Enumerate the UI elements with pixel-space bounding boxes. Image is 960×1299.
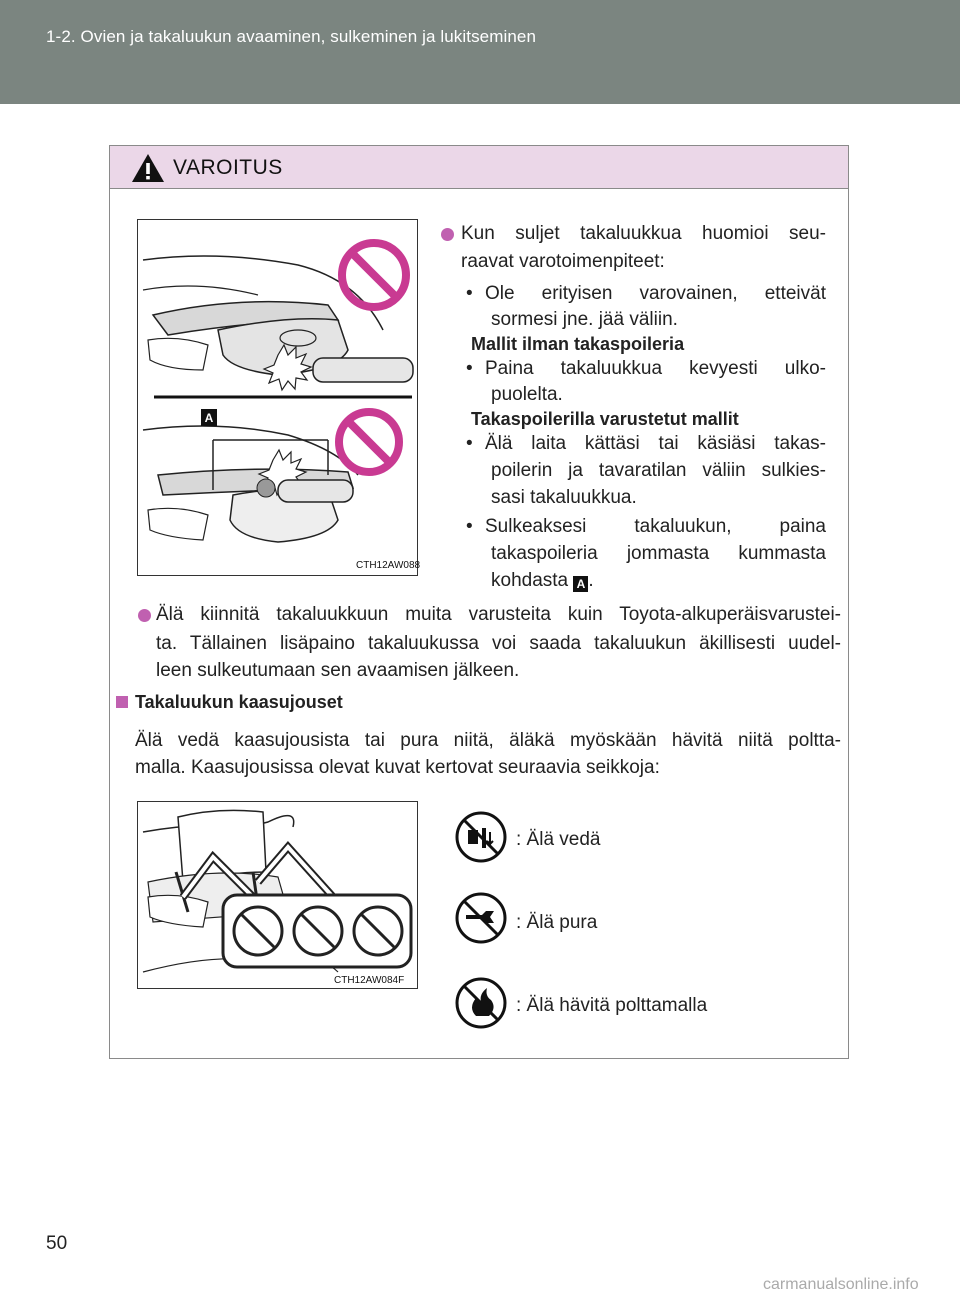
bullet2-line: ta. Tällainen lisäpaino takaluukussa voi saada takaluukun äkillisesti uudel- (156, 633, 841, 654)
list-bullet: • (466, 283, 473, 304)
symbol-label-no-disassemble: : Älä pura (516, 912, 598, 933)
warning-title: VAROITUS (173, 156, 283, 179)
watermark: carmanualsonline.info (763, 1276, 919, 1293)
list-item-text: . (588, 570, 594, 591)
list-item-line (491, 567, 594, 595)
list-item-line: Paina takaluukkua kevyesti ulko- (485, 358, 826, 379)
list-item-text: kohdasta (491, 570, 569, 591)
symbol-label-no-pull: : Älä vedä (516, 829, 601, 850)
list-item-line: sormesi jne. jää väliin. (491, 309, 678, 330)
page-header (0, 0, 960, 104)
figure-code: CTH12AW088 (356, 560, 421, 571)
bullet2-line: Älä kiinnitä takaluukkuun muita varusteita kuin Toyota-alkuperäisvarustei- (156, 604, 841, 625)
bullet1-line: Kun suljet takaluukkua huomioi seu- (461, 223, 826, 244)
no-disassemble-icon (454, 891, 508, 945)
section-marker (116, 696, 128, 708)
figure-callout-a: A (204, 411, 214, 425)
list-item-line: Sulkeaksesi takaluukun, paina (485, 516, 826, 537)
bullet1-line: raavat varotoimenpiteet: (461, 251, 665, 272)
warning-box (109, 145, 849, 1059)
subheading: Mallit ilman takaspoileria (471, 334, 685, 354)
bullet-dot (441, 228, 454, 241)
list-item-line: Ole erityisen varovainen, etteivät (485, 283, 826, 304)
bullet2-line: leen sulkeutumaan sen avaamisen jälkeen. (156, 660, 520, 681)
list-item-line: puolelta. (491, 384, 563, 405)
list-item-line: poilerin ja tavaratilan väliin sulkies- (491, 460, 826, 481)
trunk-closing-illustration (138, 220, 417, 575)
warning-triangle-icon (130, 152, 166, 184)
bullet-dot (138, 609, 151, 622)
section-title: Takaluukun kaasujouset (135, 692, 343, 712)
warning-header (110, 146, 848, 189)
list-item-line: Älä laita kättäsi tai käsiäsi takas- (485, 433, 826, 454)
list-bullet: • (466, 433, 473, 454)
callout-badge-a: A (573, 576, 588, 592)
figure-code: CTH12AW084F (334, 975, 405, 986)
chapter-title: 1-2. Ovien ja takaluukun avaaminen, sulkeminen ja lukitseminen (46, 27, 537, 46)
page-number: 50 (46, 1233, 68, 1254)
list-item-line: sasi takaluukkua. (491, 487, 637, 508)
section-body-line: Älä vedä kaasujousista tai pura niitä, äläkä myöskään hävitä niitä poltta- (135, 730, 841, 751)
section-body-line: malla. Kaasujousissa olevat kuvat kertovat seuraavia seikkoja: (135, 757, 660, 778)
no-pull-icon (454, 810, 508, 864)
figure-gas-springs (137, 801, 418, 989)
list-item-line: takaspoileria jommasta kummasta (491, 543, 826, 564)
subheading: Takaspoilerilla varustetut mallit (471, 409, 739, 429)
symbol-label-no-burn: : Älä hävitä polttamalla (516, 995, 708, 1016)
list-bullet: • (466, 358, 473, 379)
list-bullet: • (466, 516, 473, 537)
figure-trunk-closing (137, 219, 421, 576)
gas-spring-illustration (138, 802, 417, 988)
no-burn-icon (454, 976, 508, 1030)
